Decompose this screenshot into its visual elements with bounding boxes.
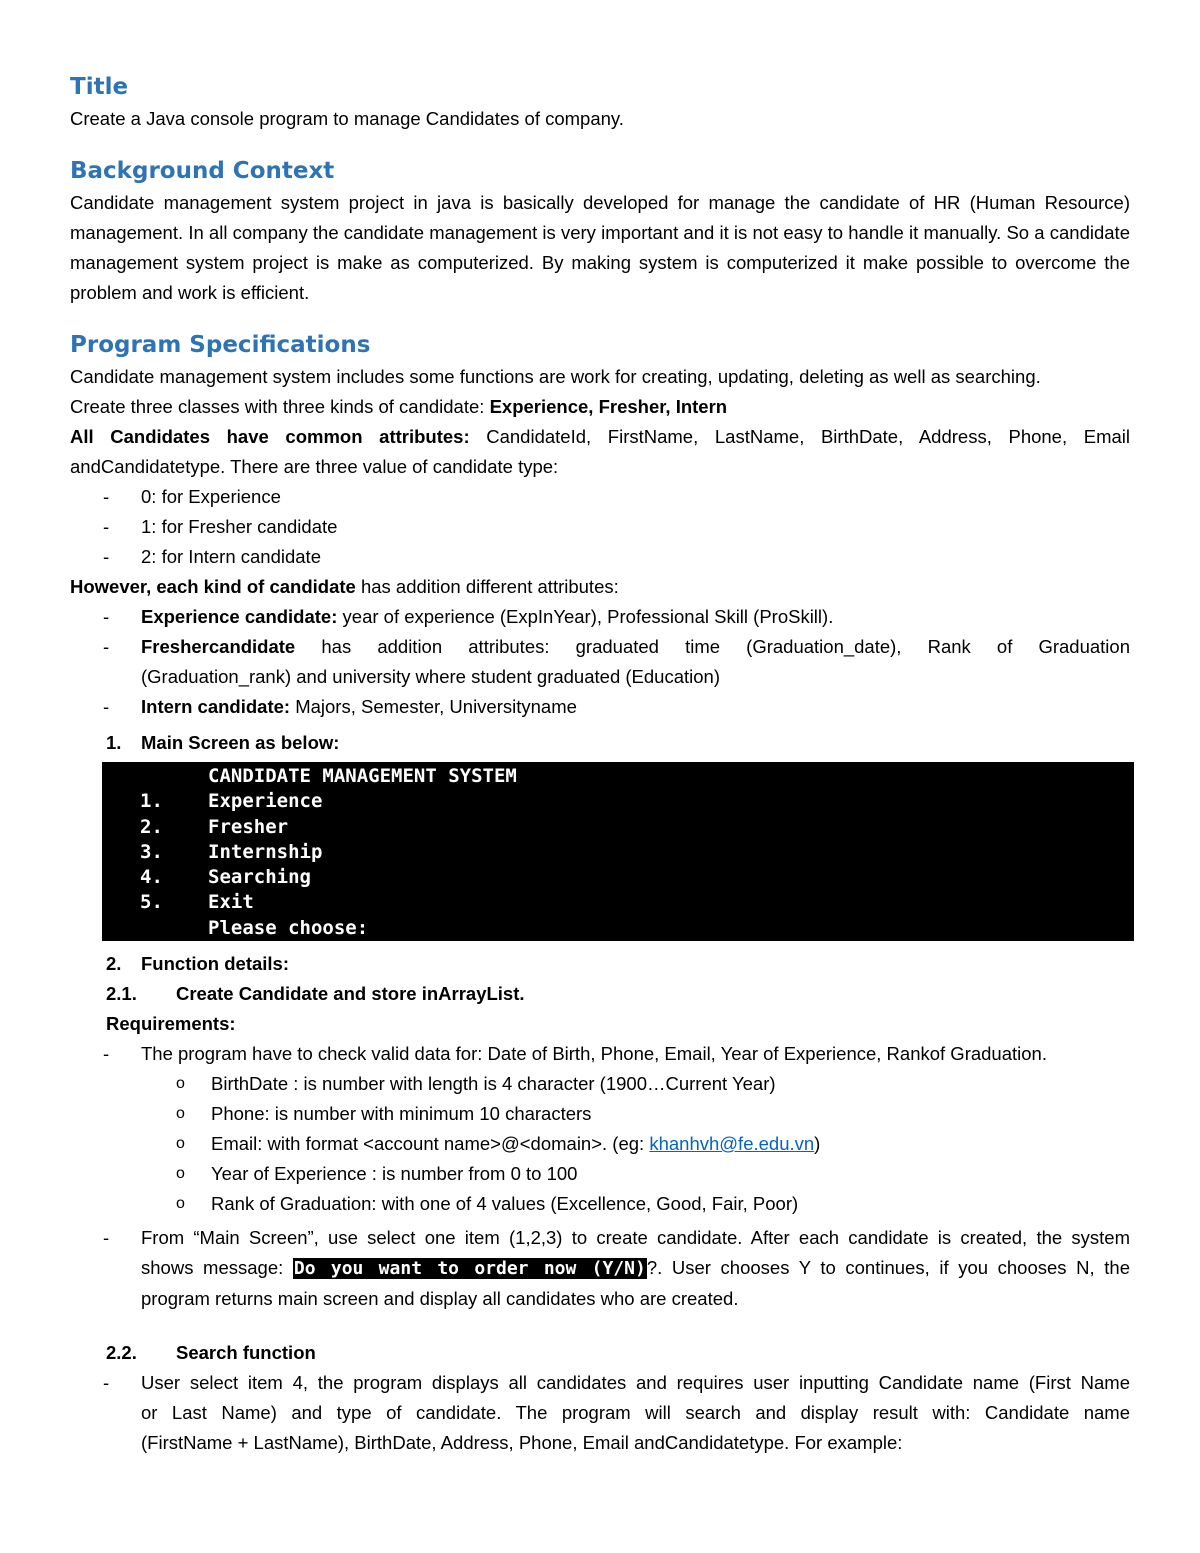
- menu-number: 4.: [140, 866, 163, 889]
- rule-text: Phone: is number with minimum 10 characters: [211, 1103, 592, 1125]
- kind-text: year of experience (ExpInYear), Professional Skill (ProSkill).: [337, 606, 834, 627]
- type-item-text: 2: for Intern candidate: [141, 546, 321, 567]
- section-number: 1.: [106, 732, 122, 753]
- console-prompt: Please choose:: [208, 916, 369, 939]
- list-item: [70, 482, 1130, 512]
- menu-label: Exit: [208, 891, 254, 914]
- menu-number: 1.: [140, 790, 163, 813]
- list-item: [70, 1189, 1130, 1219]
- list-item: [70, 1039, 1130, 1069]
- type-item-text: 1: for Fresher candidate: [141, 516, 338, 537]
- dash-marker: -: [103, 696, 110, 717]
- list-item: [70, 602, 1130, 632]
- function-details-heading: [70, 949, 1130, 979]
- rule-text: Rank of Graduation: with one of 4 values (Excellence, Good, Fair, Poor): [211, 1193, 799, 1215]
- validation-rules-list: [70, 1069, 1130, 1219]
- main-screen-heading: [70, 728, 1130, 758]
- search-line-2: or Last Name) and type of candidate. The program will search and display result with: Candidate name: [141, 1402, 1130, 1424]
- specs-classes: [70, 392, 1130, 422]
- subsection-title: Create Candidate and store inArrayList.: [176, 983, 525, 1005]
- list-item: [70, 692, 1130, 722]
- list-item: [70, 1129, 1130, 1159]
- specs-classes-prefix: Create three classes with three kinds of candidate:: [70, 396, 490, 417]
- specs-common-text2: andCandidatetype. There are three value of candidate type:: [70, 456, 559, 477]
- specs-common-text: CandidateId, FirstName, LastName, BirthDate, Address, Phone, Email: [469, 426, 1131, 447]
- bullet-marker: o: [176, 1135, 185, 1153]
- kind-bold: Freshercandidate: [141, 636, 296, 657]
- kind-text: has addition attributes: graduated time (Graduation_date), Rank of Graduation: [295, 636, 1130, 657]
- menu-label: Experience: [208, 790, 323, 813]
- type-item-text: 0: for Experience: [141, 486, 281, 507]
- menu-item: [102, 840, 1134, 865]
- specs-common: [70, 422, 1130, 452]
- subsection-number: 2.2.: [106, 1342, 137, 1364]
- dash-marker: -: [103, 1043, 110, 1065]
- search-function-heading: [70, 1338, 1130, 1368]
- list-item: [70, 1159, 1130, 1189]
- flow-line-1: From “Main Screen”, use select one item (1,2,3) to create candidate. After each candidate is created, the system: [141, 1227, 1130, 1249]
- subsection-title: Search function: [176, 1342, 316, 1364]
- bullet-marker: o: [176, 1195, 185, 1213]
- rule-text: Year of Experience : is number from 0 to 100: [211, 1163, 578, 1185]
- specs-however-bold: However, each kind of candidate: [70, 576, 356, 597]
- candidate-type-list: [70, 482, 1130, 572]
- list-item: [70, 1223, 1130, 1314]
- console-screen: [102, 762, 1134, 941]
- menu-item: [102, 815, 1134, 840]
- menu-label: Fresher: [208, 815, 289, 838]
- title-text: Create a Java console program to manage Candidates of company.: [70, 108, 624, 129]
- background-text: Candidate management system project in java is basically developed for manage the candidate of HR (Human Resource) management. In all company the candidate management is very important and it is not easy to handle it manually. So a candidate management system project is make as computerized. By making system is computerized it make possible to overcome the problem and work is efficient.: [70, 192, 1130, 303]
- dash-marker: -: [103, 636, 110, 657]
- title-heading: Title: [70, 74, 129, 100]
- specs-intro: Candidate management system includes some functions are work for creating, updating, deleting as well as searching.: [70, 366, 1041, 387]
- menu-label: Searching: [208, 866, 311, 889]
- console-title: CANDIDATE MANAGEMENT SYSTEM: [208, 765, 517, 787]
- menu-item: [102, 865, 1134, 890]
- kind-text: Majors, Semester, Universityname: [290, 696, 577, 717]
- flow-suffix: ?. User chooses Y to continues, if you chooses N, the: [646, 1257, 1130, 1279]
- dash-marker: -: [103, 486, 110, 507]
- kind-bold: Intern candidate:: [141, 696, 291, 717]
- list-item: [70, 632, 1130, 692]
- list-item: [70, 512, 1130, 542]
- dash-marker: -: [103, 516, 110, 537]
- menu-item: [102, 890, 1134, 915]
- search-line-1: User select item 4, the program displays all candidates and requires user inputting Candidate name (First Name: [141, 1372, 1130, 1394]
- specs-however-text: has addition different attributes:: [355, 576, 619, 597]
- list-item: [70, 1069, 1130, 1099]
- menu-number: 5.: [140, 891, 163, 914]
- flow-line-2: [141, 1253, 1130, 1284]
- section-title: Main Screen as below:: [141, 732, 340, 753]
- menu-number: 2.: [140, 815, 163, 838]
- candidate-kind-list: [70, 602, 1130, 722]
- specs-common-bold: All Candidates have common attributes:: [70, 426, 470, 447]
- search-line-3: (FirstName + LastName), BirthDate, Address, Phone, Email andCandidatetype. For example:: [141, 1432, 903, 1454]
- bullet-marker: o: [176, 1165, 185, 1183]
- flow-list: [70, 1223, 1130, 1314]
- email-rule-prefix: Email: with format <account name>@<domain>. (eg:: [211, 1133, 650, 1155]
- dash-marker: -: [103, 606, 110, 627]
- create-candidate-heading: [70, 979, 1130, 1009]
- bullet-marker: o: [176, 1105, 185, 1123]
- dash-marker: -: [103, 1372, 110, 1394]
- requirements-list: [70, 1039, 1130, 1069]
- search-list: [70, 1368, 1130, 1458]
- dash-marker: -: [103, 546, 110, 567]
- rule-text: BirthDate : is number with length is 4 character (1900…Current Year): [211, 1073, 776, 1095]
- flow-line-3: program returns main screen and display all candidates who are created.: [141, 1288, 739, 1310]
- kind-text-continued: (Graduation_rank) and university where student graduated (Education): [141, 666, 720, 687]
- kind-line: [141, 632, 1130, 662]
- email-rule-suffix: ): [814, 1133, 821, 1155]
- check-text: The program have to check valid data for: Date of Birth, Phone, Email, Year of Experience, Rankof Graduation.: [141, 1043, 1047, 1065]
- kind-bold: Experience candidate:: [141, 606, 338, 627]
- list-item: [70, 542, 1130, 572]
- requirements-label: Requirements:: [106, 1013, 236, 1035]
- section-number: 2.: [106, 953, 122, 975]
- document-content: [70, 70, 1130, 1458]
- bullet-marker: o: [176, 1075, 185, 1093]
- list-item: [70, 1368, 1130, 1458]
- background-heading: Background Context: [70, 158, 335, 184]
- specs-heading: Program Specifications: [70, 332, 371, 358]
- menu-item: [102, 789, 1134, 814]
- menu-number: 3.: [140, 840, 163, 863]
- section-title: Function details:: [141, 953, 289, 975]
- dash-marker: -: [103, 1227, 110, 1249]
- flow-prefix: shows message:: [141, 1257, 293, 1279]
- subsection-number: 2.1.: [106, 983, 137, 1005]
- specs-classes-bold: Experience, Fresher, Intern: [489, 396, 728, 417]
- order-prompt-highlight: Do you want to order now (Y/N): [293, 1258, 646, 1280]
- specs-however: [70, 572, 1130, 602]
- list-item: [70, 1099, 1130, 1129]
- email-link[interactable]: khanhvh@fe.edu.vn: [649, 1133, 815, 1155]
- menu-label: Internship: [208, 840, 323, 863]
